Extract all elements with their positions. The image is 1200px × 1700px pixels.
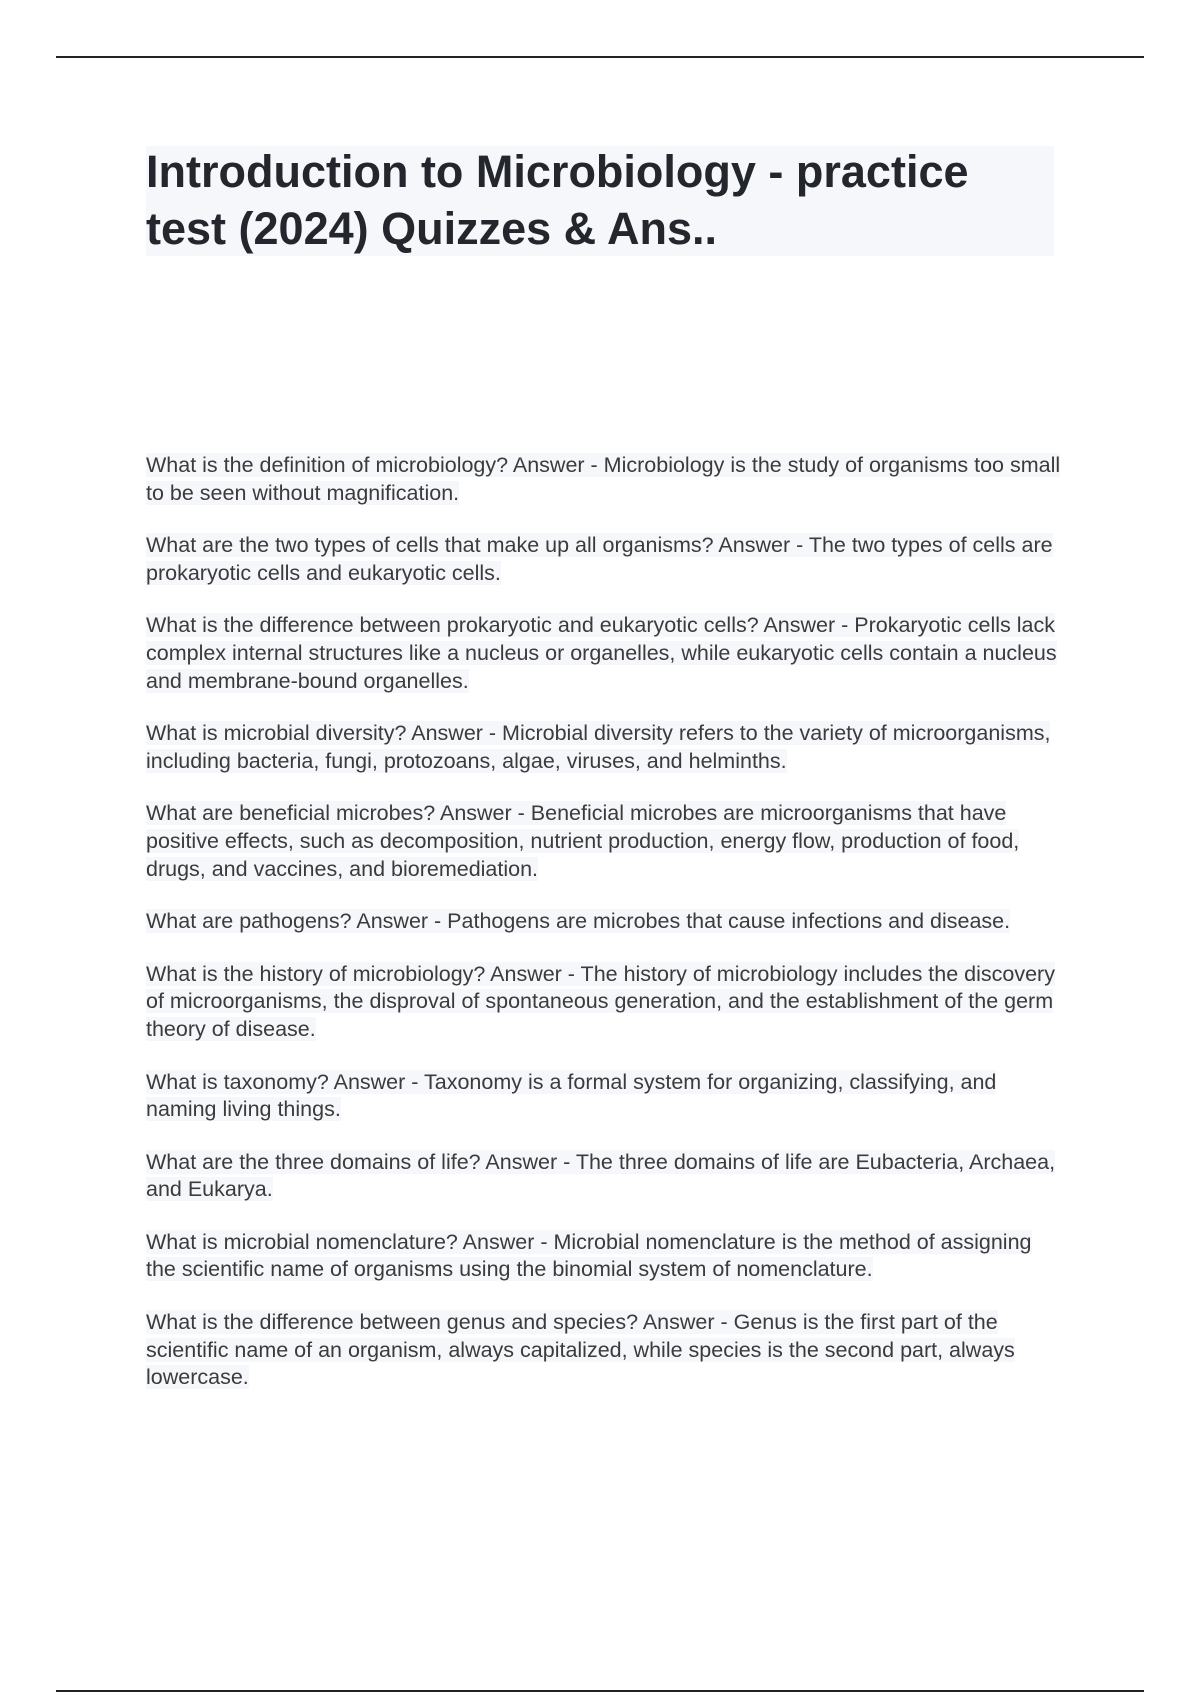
qa-item-11 — [146, 1309, 1066, 1392]
qa-text: What is the history of microbiology? Answer - The history of microbiology includes the discovery of microorganisms, the disproval of spontaneous generation, and the establishment of the germ theory of disease. — [146, 961, 1055, 1041]
qa-item-6 — [146, 908, 1066, 936]
top-rule — [56, 56, 1144, 58]
qa-item-3 — [146, 612, 1066, 695]
bottom-rule — [56, 1690, 1144, 1692]
qa-item-9 — [146, 1149, 1066, 1204]
qa-text: What is the definition of microbiology? Answer - Microbiology is the study of organisms too small to be seen without magnification. — [146, 453, 1061, 505]
qa-list — [146, 452, 1066, 1417]
qa-text: What is the difference between prokaryotic and eukaryotic cells? Answer - Prokaryotic cells lack complex internal structures like a nucleus or organelles, while eukaryotic cells contain a nucleus and membrane-bound organelles. — [146, 613, 1057, 693]
qa-item-2 — [146, 532, 1066, 587]
qa-text: What are pathogens? Answer - Pathogens are microbes that cause infections and disease. — [146, 909, 1011, 934]
qa-item-5 — [146, 800, 1066, 883]
qa-item-1 — [146, 452, 1066, 507]
title-block — [146, 146, 1054, 256]
qa-text: What are the two types of cells that make up all organisms? Answer - The two types of cells are prokaryotic cells and eukaryotic cells. — [146, 533, 1053, 585]
qa-item-7 — [146, 961, 1066, 1044]
qa-item-4 — [146, 720, 1066, 775]
qa-text: What is the difference between genus and species? Answer - Genus is the first part of the scientific name of an organism, always capitalized, while species is the second part, always lowercase. — [146, 1310, 1015, 1390]
qa-text: What is microbial diversity? Answer - Microbial diversity refers to the variety of microorganisms, including bacteria, fungi, protozoans, algae, viruses, and helminths. — [146, 721, 1051, 773]
qa-item-8 — [146, 1069, 1066, 1124]
qa-text: What are the three domains of life? Answer - The three domains of life are Eubacteria, Archaea, and Eukarya. — [146, 1149, 1056, 1202]
qa-text: What is taxonomy? Answer - Taxonomy is a formal system for organizing, classifying, and naming living things. — [146, 1069, 997, 1122]
page-title: Introduction to Microbiology - practice test (2024) Quizzes & Ans.. — [146, 146, 969, 254]
qa-text: What is microbial nomenclature? Answer - Microbial nomenclature is the method of assigning the scientific name of organisms using the binomial system of nomenclature. — [146, 1229, 1032, 1282]
qa-item-10 — [146, 1229, 1066, 1284]
qa-text: What are beneficial microbes? Answer - Beneficial microbes are microorganisms that have positive effects, such as decomposition, nutrient production, energy flow, production of food, drugs, and vaccines, and bioremediation. — [146, 801, 1020, 881]
